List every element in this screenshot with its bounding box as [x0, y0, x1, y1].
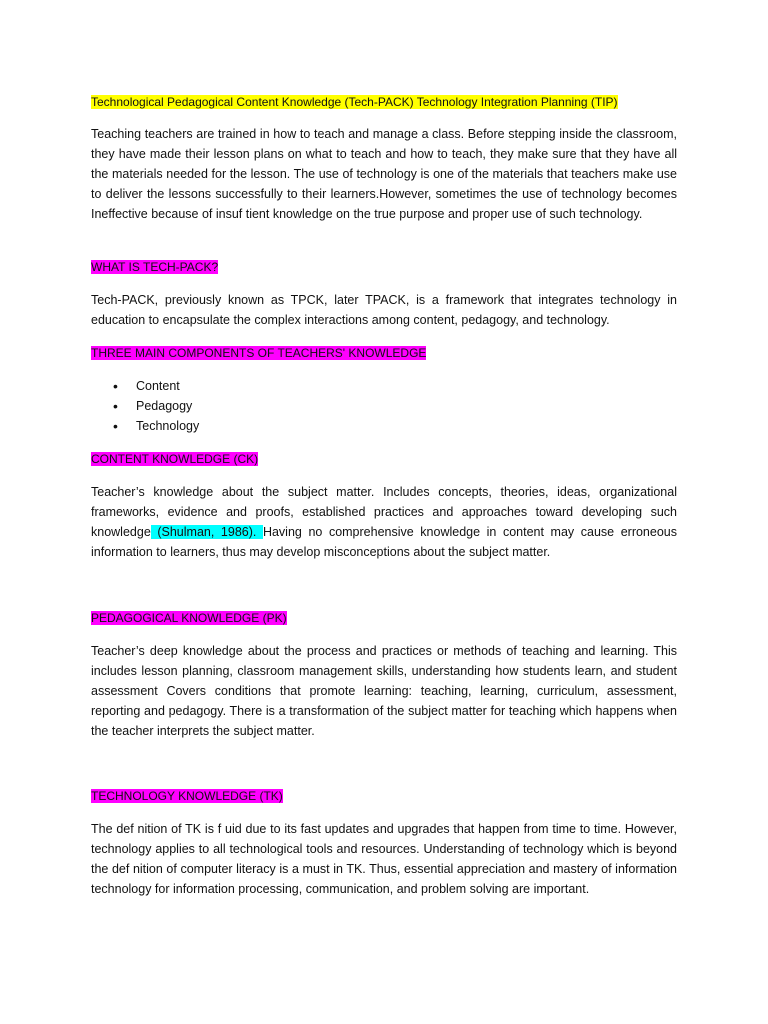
heading-highlight: PEDAGOGICAL KNOWLEDGE (PK)	[91, 611, 287, 625]
heading-technology-knowledge	[91, 786, 677, 806]
what-is-paragraph: Tech-PACK, previously known as TPCK, later TPACK, is a framework that integrates technology in education to encapsulate the complex interactions among content, pedagogy, and technology.	[91, 293, 677, 327]
list-item-label: Technology	[136, 419, 200, 433]
ck-text-after: Having no comprehensive knowledge in content may cause erroneous information to learners, thus may develop misconceptions about the subject matter.	[91, 525, 677, 559]
citation-highlight: (Shulman, 1986).	[150, 525, 263, 539]
title-highlight: Technological Pedagogical Content Knowledge (Tech-PACK) Technology Integration Planning (TIP)	[91, 95, 618, 109]
pk-paragraph: Teacher’s deep knowledge about the process and practices or methods of teaching and learning. This includes lesson planning, classroom management skills, understanding how students learn, and student assessment Covers conditions that promote learning: teaching, learning, curriculum, assessment, reporting and pedagogy. There is a transformation of the subject matter for teaching which happens when the teacher interprets the subject matter.	[91, 644, 677, 738]
intro-paragraph: Teaching teachers are trained in how to teach and manage a class. Before stepping inside the classroom, they have made their lesson plans on what to teach and how to teach, they make sure that they have all the materials needed for the lesson. The use of technology is one of the materials that teachers make use to deliver the lessons successfully to their learners.However, sometimes the use of technology becomes Ineffective because of insuf tient knowledge on the true purpose and proper use of such technology.	[91, 127, 677, 221]
bullet-icon: •	[113, 378, 118, 394]
heading-pedagogical-knowledge	[91, 608, 677, 628]
document-title	[91, 92, 677, 112]
heading-components	[91, 343, 677, 363]
list-item	[91, 376, 199, 396]
list-item-label: Content	[136, 379, 180, 393]
heading-what-is-tech-pack	[91, 257, 677, 277]
heading-content-knowledge	[91, 449, 677, 469]
ck-text-before: Teacher’s knowledge about the subject matter. Includes concepts, theories, ideas, organizational frameworks, evidence and proofs, established practices and approaches toward developing such knowledge	[91, 485, 677, 539]
heading-highlight: CONTENT KNOWLEDGE (CK)	[91, 452, 259, 466]
bullet-icon: •	[113, 398, 118, 414]
heading-highlight: WHAT IS TECH-PACK?	[91, 260, 219, 274]
heading-highlight: TECHNOLOGY KNOWLEDGE (TK)	[91, 789, 283, 803]
list-item	[91, 416, 199, 436]
ck-paragraph	[91, 482, 677, 562]
bullet-icon: •	[113, 418, 118, 434]
heading-highlight: THREE MAIN COMPONENTS OF TEACHERS' KNOWLEDGE	[91, 346, 427, 360]
list-item	[91, 396, 199, 416]
components-list	[91, 376, 199, 436]
list-item-label: Pedagogy	[136, 399, 193, 413]
tk-paragraph: The def nition of TK is f uid due to its fast updates and upgrades that happen from time to time. However, technology applies to all technological tools and resources. Understanding of technology which is beyond the def nition of computer literacy is a must in TK. Thus, essential appreciation and mastery of information technology for information processing, communication, and problem solving are important.	[91, 822, 677, 896]
